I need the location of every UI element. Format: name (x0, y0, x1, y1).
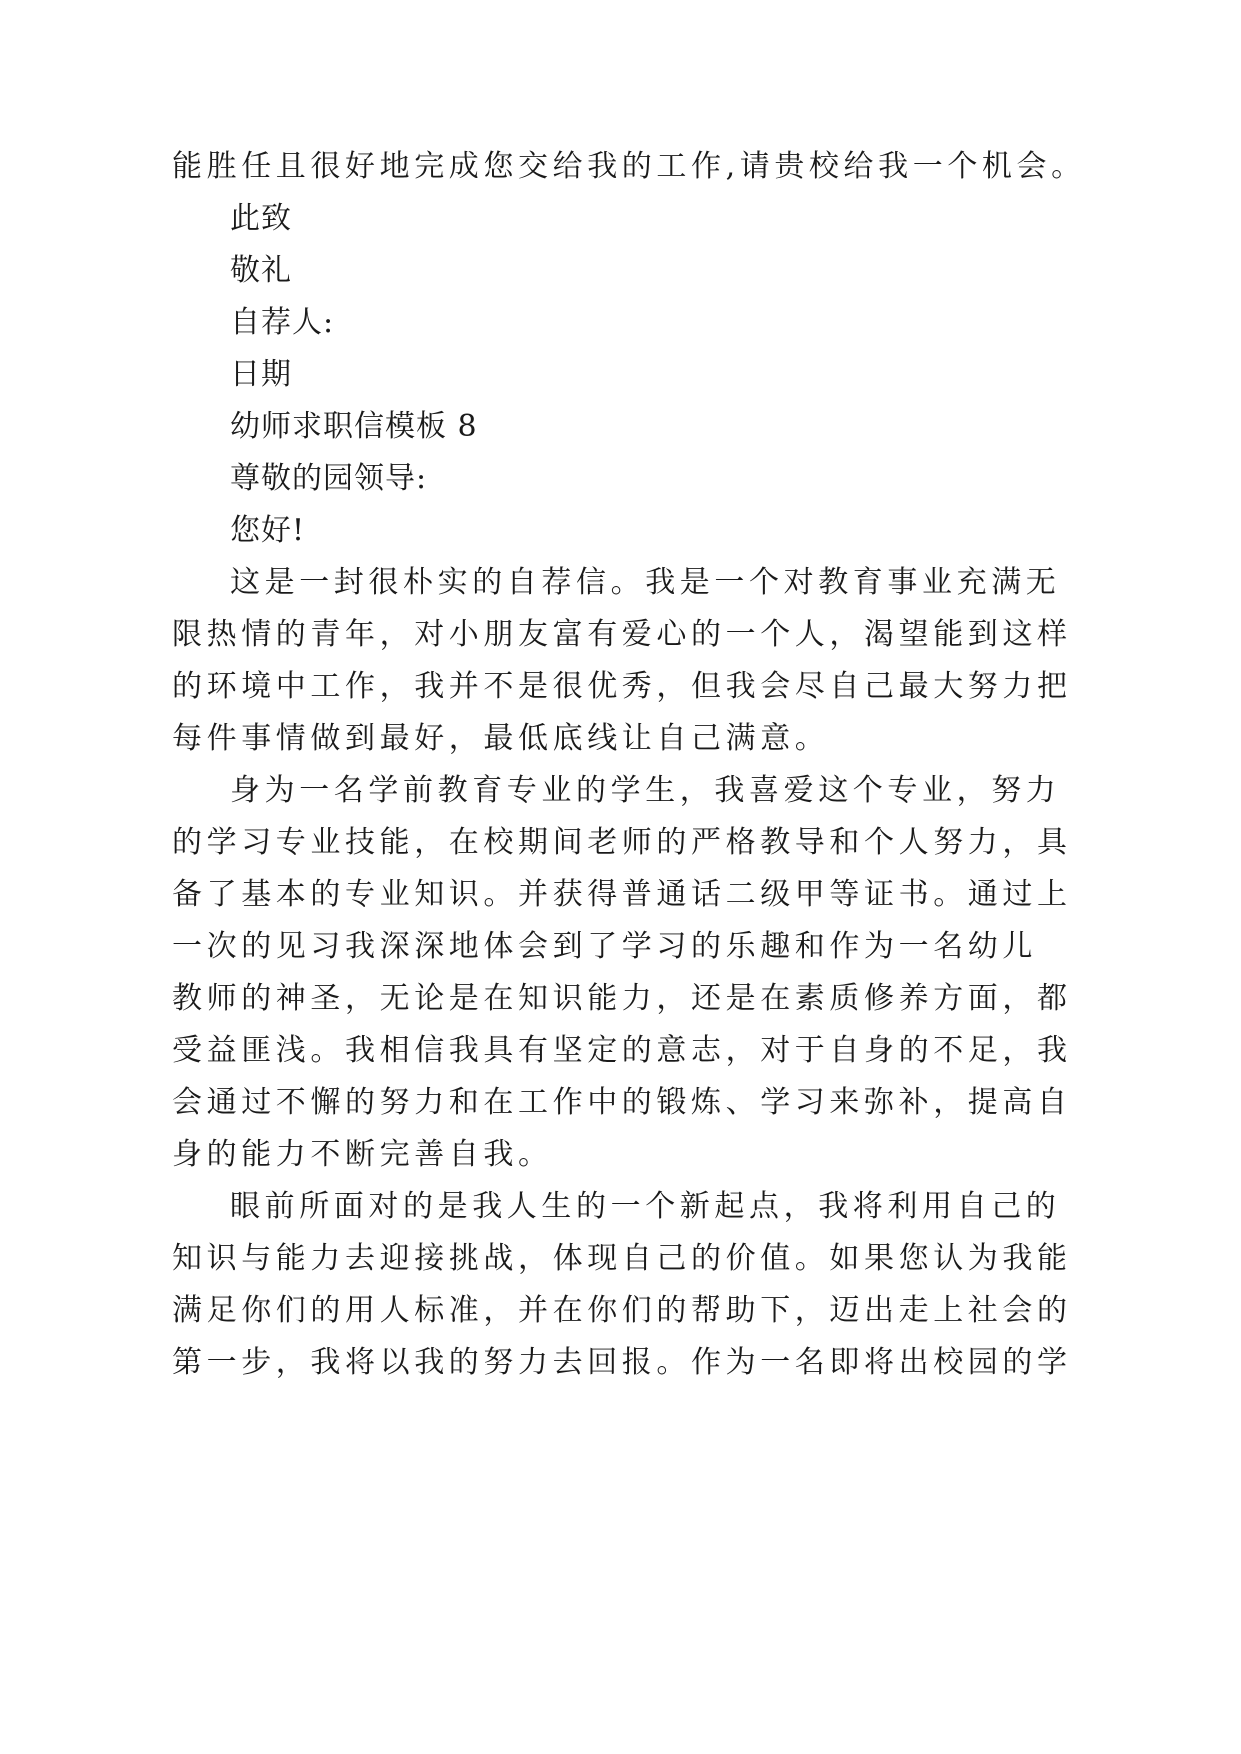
closing-salutation: 此致 (230, 201, 292, 236)
paragraph-line: 能胜任且很好地完成您交给我的工作,请贵校给我一个机会。 (172, 149, 1086, 184)
paragraph-line: 眼前所面对的是我人生的一个新起点，我将利用自己的 (230, 1189, 1061, 1224)
closing-regards: 敬礼 (230, 253, 292, 288)
paragraph-line: 这是一封很朴实的自荐信。我是一个对教育事业充满无 (230, 565, 1061, 600)
paragraph-line: 身的能力不断完善自我。 (172, 1137, 553, 1172)
paragraph-line: 限热情的青年，对小朋友富有爱心的一个人，渴望能到这样 (172, 617, 1072, 652)
date-label: 日期 (230, 357, 292, 392)
paragraph-line: 满足你们的用人标准，并在你们的帮助下，迈出走上社会的 (172, 1293, 1072, 1328)
paragraph-line: 知识与能力去迎接挑战，体现自己的价值。如果您认为我能 (172, 1241, 1072, 1276)
section-heading: 幼师求职信模板 8 (230, 409, 478, 444)
paragraph-line: 备了基本的专业知识。并获得普通话二级甲等证书。通过上 (172, 877, 1072, 912)
greeting-hello: 您好! (230, 513, 306, 548)
paragraph-line: 每件事情做到最好，最低底线让自己满意。 (172, 721, 830, 756)
paragraph-line: 的学习专业技能，在校期间老师的严格教导和个人努力，具 (172, 825, 1072, 860)
paragraph-line: 一次的见习我深深地体会到了学习的乐趣和作为一名幼儿 (172, 929, 1037, 964)
paragraph-line: 的环境中工作，我并不是很优秀，但我会尽自己最大努力把 (172, 669, 1072, 704)
paragraph-line: 第一步，我将以我的努力去回报。作为一名即将出校园的学 (172, 1345, 1072, 1380)
signer-label: 自荐人: (230, 305, 335, 340)
paragraph-line: 身为一名学前教育专业的学生，我喜爱这个专业，努力 (230, 773, 1061, 808)
paragraph-line: 教师的神圣，无论是在知识能力，还是在素质修养方面，都 (172, 981, 1072, 1016)
greeting-line: 尊敬的园领导: (230, 461, 428, 496)
paragraph-line: 会通过不懈的努力和在工作中的锻炼、学习来弥补，提高自 (172, 1085, 1072, 1120)
paragraph-line: 受益匪浅。我相信我具有坚定的意志，对于自身的不足，我 (172, 1033, 1072, 1068)
